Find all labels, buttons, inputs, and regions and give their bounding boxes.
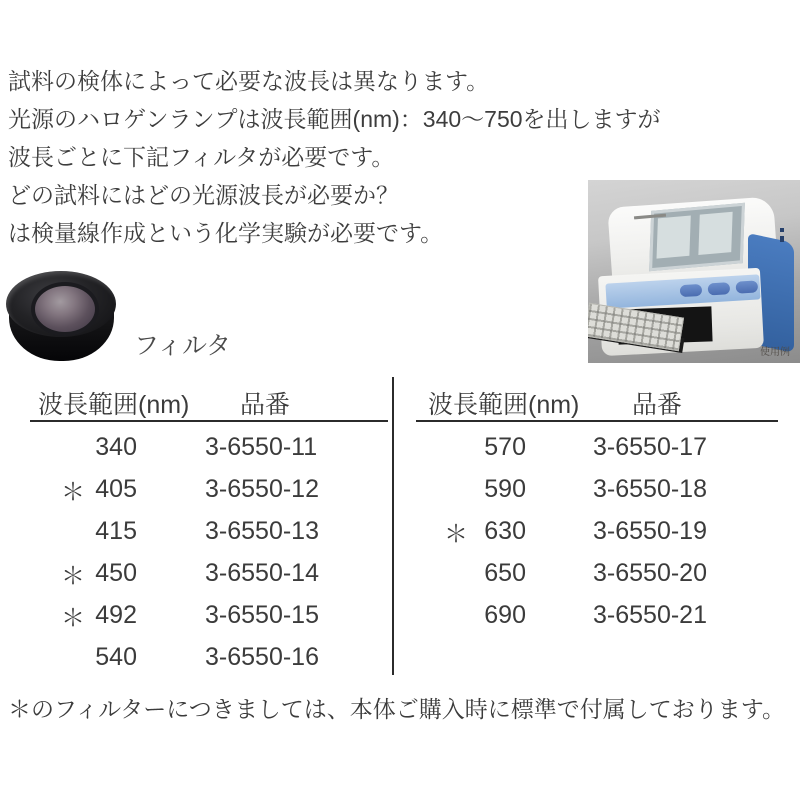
wavelength-value: 630 — [484, 516, 526, 545]
wavelength-value: 690 — [484, 600, 526, 629]
part-number: 3-6550-17 — [593, 432, 707, 461]
part-number: 3-6550-15 — [205, 600, 319, 629]
parts-table-right — [416, 384, 778, 636]
table-row — [30, 510, 388, 552]
table-row — [30, 636, 388, 678]
standard-filter-mark: ＊ — [61, 478, 85, 506]
table-row — [30, 552, 388, 594]
filter-caption: フィルタ — [134, 332, 232, 360]
intro-paragraph — [8, 62, 661, 252]
table-row — [30, 594, 388, 636]
wavelength-value: 590 — [484, 474, 526, 503]
column-header-wavelength: 波長範囲(nm) — [428, 391, 580, 419]
device-caption: 使用例 — [760, 347, 790, 358]
device-button — [680, 284, 703, 297]
column-header-part-number: 品番 — [240, 391, 291, 419]
device-screen-pane — [657, 215, 691, 258]
standard-filter-mark: ＊ — [444, 520, 468, 548]
table-header — [416, 384, 778, 422]
part-number: 3-6550-13 — [205, 516, 319, 545]
part-number: 3-6550-18 — [593, 474, 707, 503]
intro-line: は検量線作成という化学実験が必要です。 — [8, 220, 444, 246]
standard-filter-mark: ＊ — [61, 562, 85, 590]
device-button — [736, 280, 759, 293]
footnote: ＊のフィルターにつきましては、本体ご購入時に標準で付属しております。 — [8, 696, 785, 722]
table-row — [416, 552, 778, 594]
wavelength-value: 650 — [484, 558, 526, 587]
table-row — [416, 468, 778, 510]
part-number: 3-6550-11 — [205, 432, 318, 461]
device-photo — [588, 180, 800, 363]
parts-table-left — [30, 384, 388, 678]
part-number: 3-6550-14 — [205, 558, 319, 587]
wavelength-value: 405 — [95, 474, 137, 503]
filter-lens — [31, 282, 99, 336]
standard-filter-mark: ＊ — [61, 604, 85, 632]
table-row — [416, 594, 778, 636]
wavelength-value: 492 — [95, 600, 137, 629]
intro-line: 光源のハロゲンランプは波長範囲(nm)：340～750を出しますが — [8, 106, 661, 132]
wavelength-value: 450 — [95, 558, 137, 587]
table-body — [30, 426, 388, 678]
part-number: 3-6550-21 — [593, 600, 707, 629]
device-screen-pane — [698, 212, 732, 255]
table-row — [416, 510, 778, 552]
table-divider-line — [392, 377, 394, 675]
wavelength-value: 540 — [95, 642, 137, 671]
part-number: 3-6550-20 — [593, 558, 707, 587]
table-row — [30, 426, 388, 468]
table-row — [416, 426, 778, 468]
device-button — [708, 282, 731, 295]
wavelength-value: 570 — [484, 432, 526, 461]
table-body — [416, 426, 778, 636]
column-header-part-number: 品番 — [632, 391, 683, 419]
table-header — [30, 384, 388, 422]
intro-line: 試料の検体によって必要な波長は異なります。 — [8, 68, 490, 94]
part-number: 3-6550-19 — [593, 516, 707, 545]
intro-line: 波長ごとに下記フィルタが必要です。 — [8, 144, 395, 170]
part-number: 3-6550-12 — [205, 474, 319, 503]
part-number: 3-6550-16 — [205, 642, 319, 671]
device-vents — [780, 228, 784, 242]
intro-line: どの試料にはどの光源波長が必要か？ — [8, 182, 399, 208]
column-header-wavelength: 波長範囲(nm) — [38, 391, 190, 419]
filter-photo — [6, 271, 118, 365]
table-row — [30, 468, 388, 510]
wavelength-value: 340 — [95, 432, 137, 461]
wavelength-value: 415 — [95, 516, 137, 545]
